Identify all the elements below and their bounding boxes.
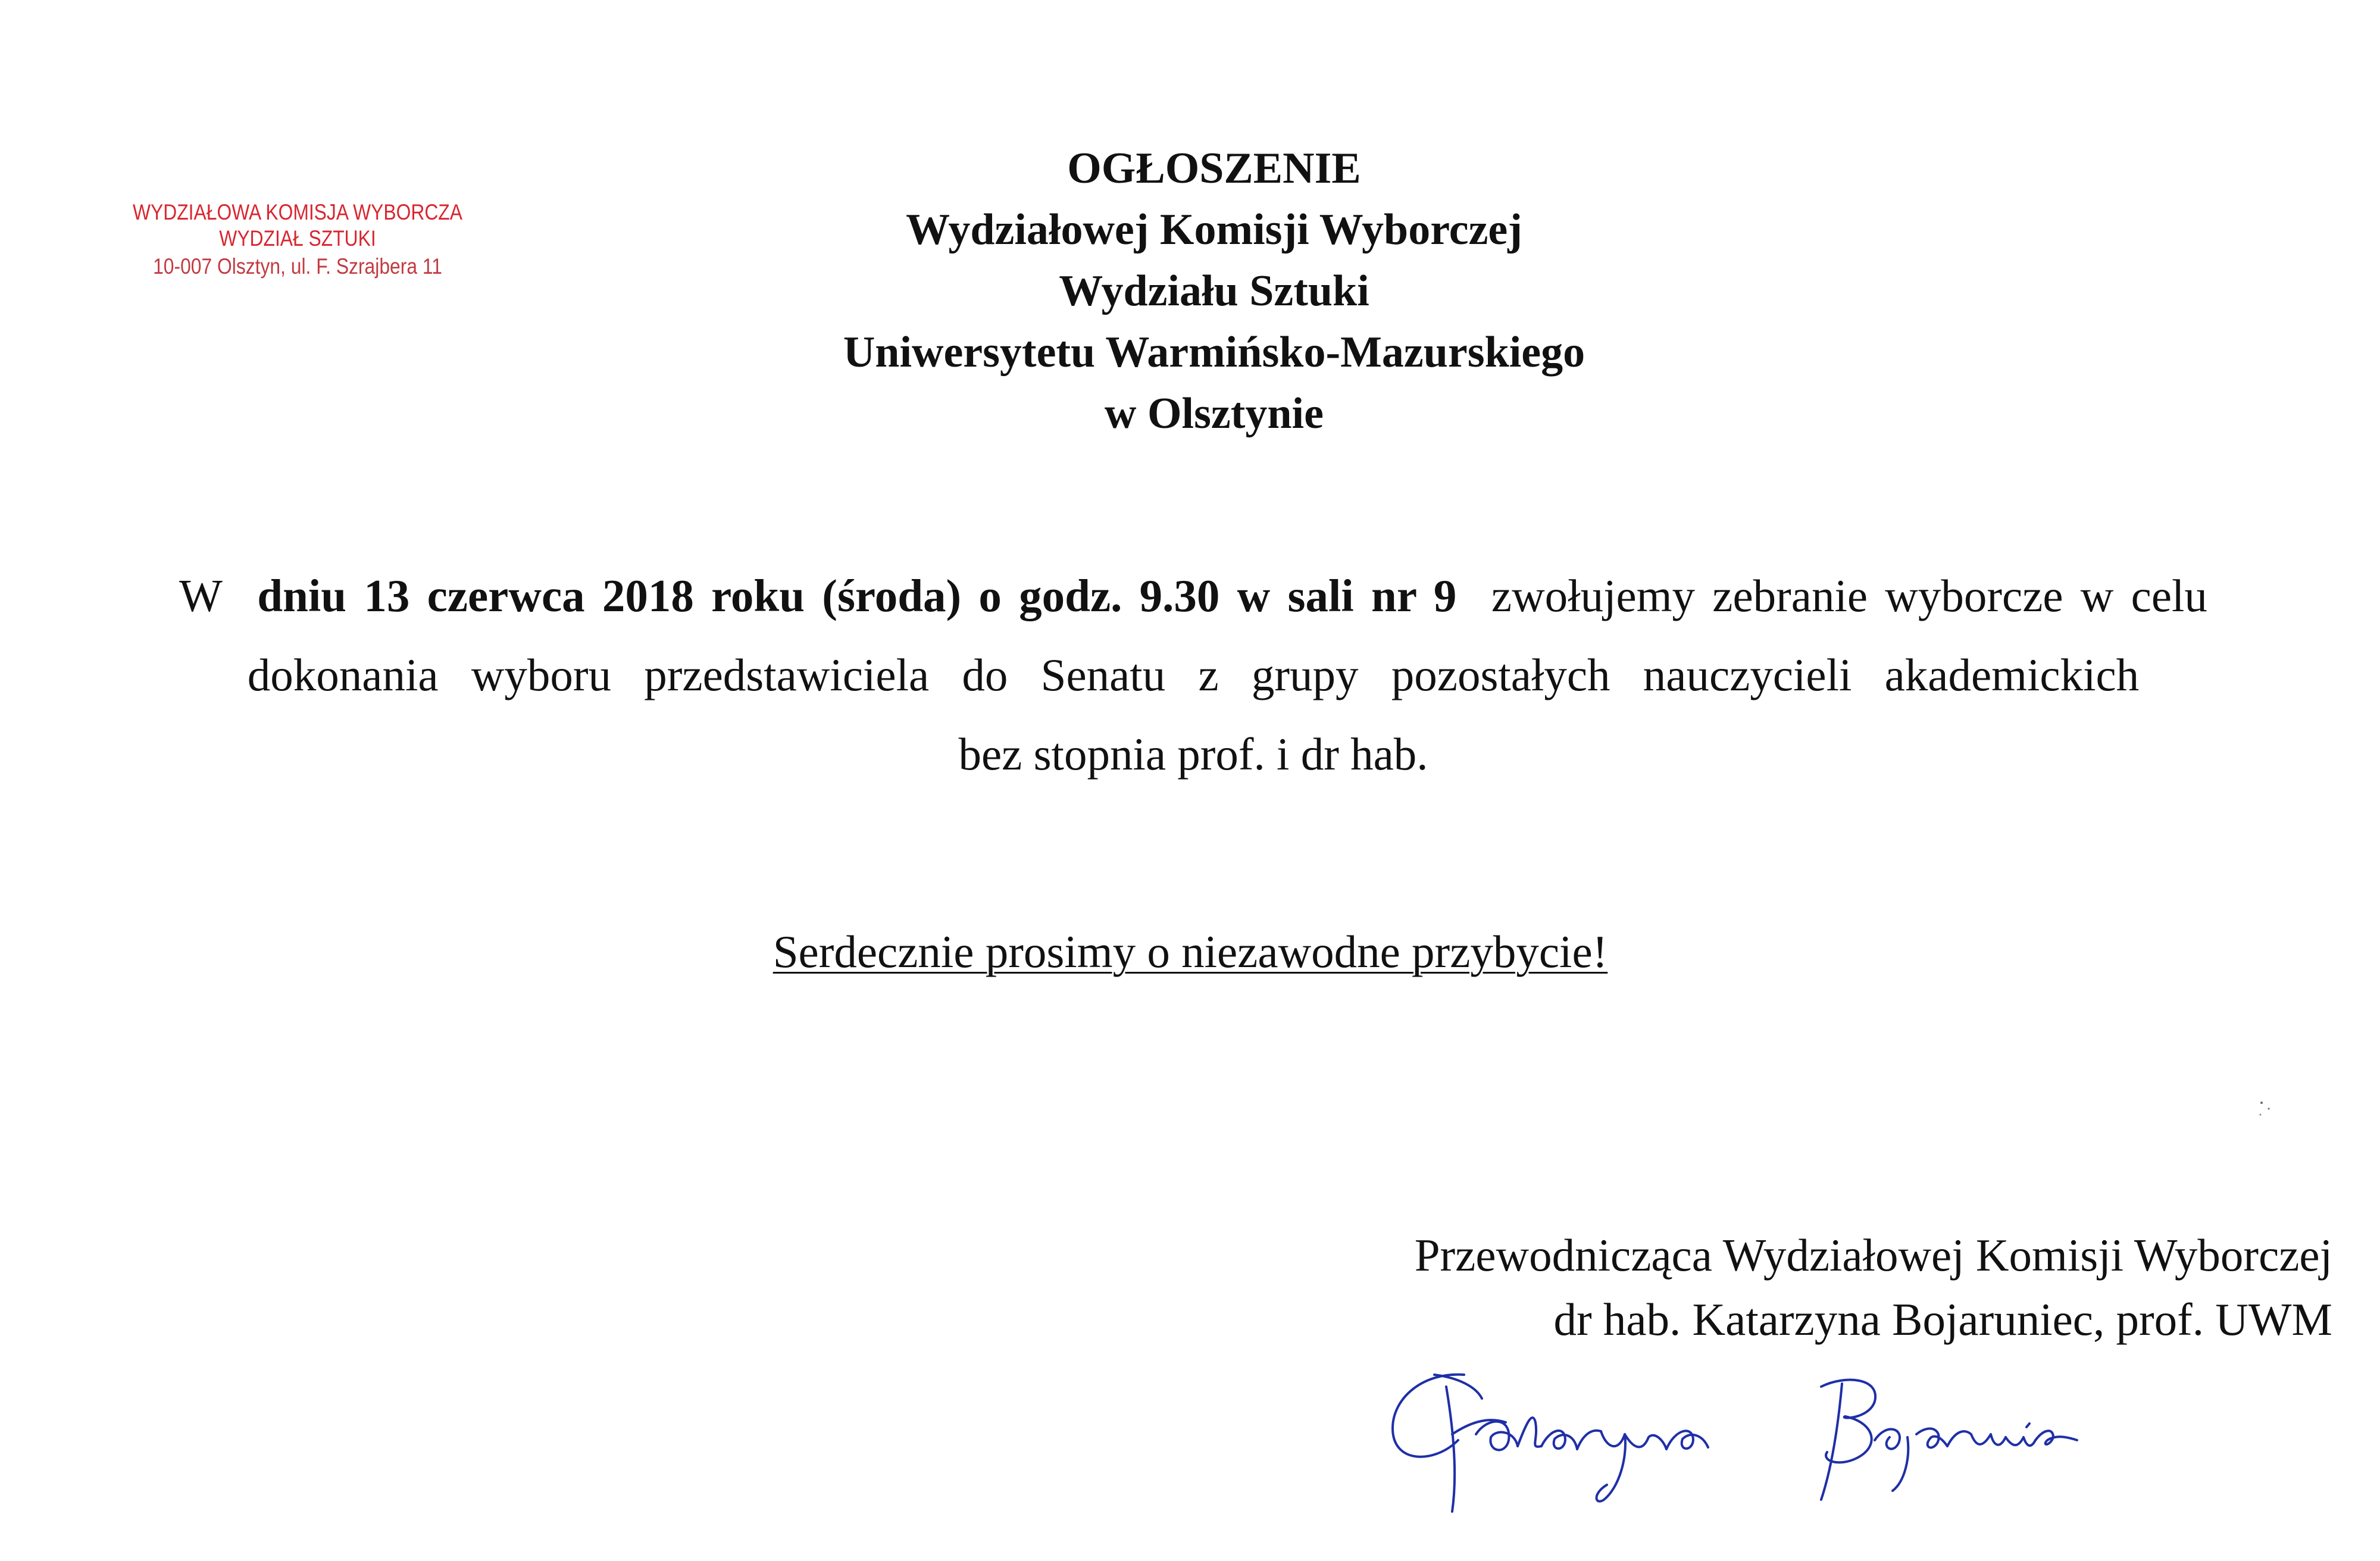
heading-committee: Wydziałowej Komisji Wyborczej bbox=[906, 205, 1522, 254]
body-line-2: dokonania wyboru przedstawiciela do Senatu z grupy pozostałych nauczycieli akademickich bbox=[247, 649, 2140, 700]
heading-city: w Olsztynie bbox=[1105, 389, 1324, 438]
signatory-role: Przewodnicząca Wydziałowej Komisji Wyborczej bbox=[1414, 1230, 2332, 1281]
meeting-date-time-room: dniu 13 czerwca 2018 roku (środa) o godz. 9.30 w sali nr 9 bbox=[257, 570, 1457, 621]
body-line-1 bbox=[54, 556, 2333, 636]
stamp-line-committee: WYDZIAŁOWA KOMISJA WYBORCZA bbox=[133, 200, 462, 224]
body-line-3: bez stopnia prof. i dr hab. bbox=[958, 728, 1428, 780]
stamp-line-faculty: WYDZIAŁ SZTUKI bbox=[219, 226, 376, 251]
body-lead-word: W bbox=[179, 570, 223, 621]
signatory-name: dr hab. Katarzyna Bojaruniec, prof. UWM bbox=[1553, 1294, 2332, 1345]
announcement-heading bbox=[649, 138, 1779, 445]
body-line-1-tail: zwołujemy zebranie wyborcze w celu bbox=[1491, 570, 2207, 621]
heading-title: OGŁOSZENIE bbox=[1067, 144, 1361, 193]
election-committee-stamp bbox=[77, 199, 518, 280]
invitation-text: Serdecznie prosimy o niezawodne przybycie! bbox=[773, 926, 1608, 977]
handwritten-signature bbox=[1369, 1351, 2083, 1518]
announcement-body bbox=[54, 556, 2333, 794]
heading-university: Uniwersytetu Warmińsko-Mazurskiego bbox=[843, 328, 1585, 377]
heading-faculty: Wydziału Sztuki bbox=[1059, 267, 1369, 315]
signatory-block bbox=[1142, 1223, 2332, 1352]
stamp-line-address: 10-007 Olsztyn, ul. F. Szrajbera 11 bbox=[153, 254, 442, 279]
scan-speck-marks bbox=[2256, 1098, 2279, 1122]
